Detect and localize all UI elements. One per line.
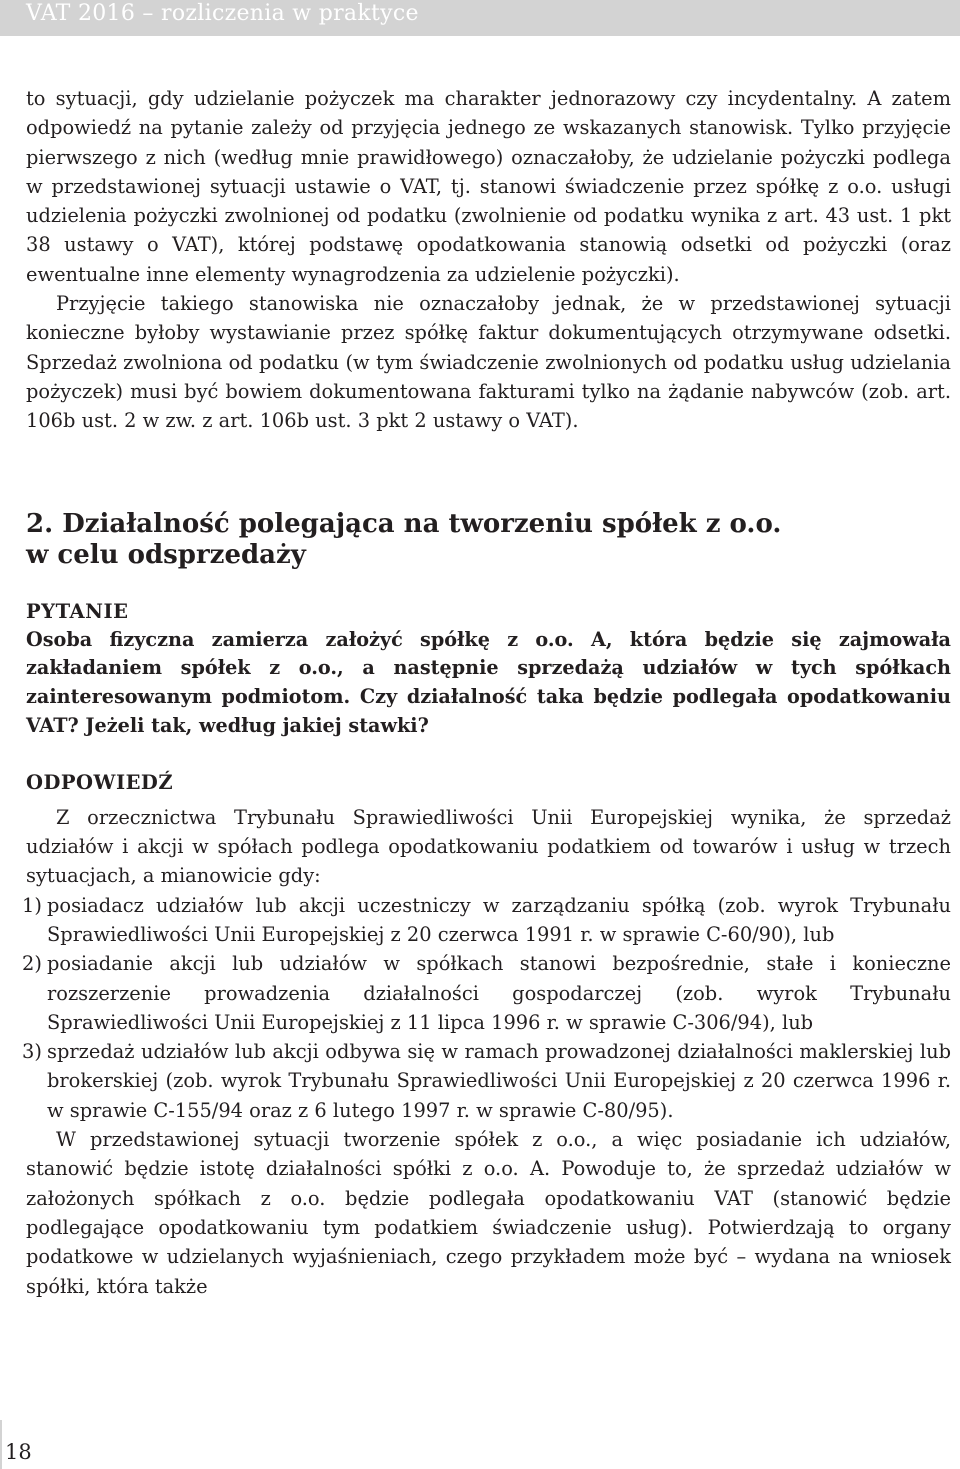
- body-paragraph: Przyjęcie takiego stanowiska nie oznaczałoby jednak, że w przedstawionej sytuacji konieczne byłoby wystawianie przez spółkę faktur dokumentujących otrzymywane odsetki. Sprzedaż zwolniona od podatku (w tym świadczenie zwolnionych od podatku usług udzielania pożyczek) musi być bowiem dokumentowana fakturami tylko na żądanie nabywców (zob. art. 106b ust. 2 w zw. z art. 106b ust. 3 pkt 2 ustawy o VAT).: [26, 292, 951, 433]
- answer-closing: W przedstawionej sytuacji tworzenie spółek z o.o., a więc posiadanie ich udziałów, stanowić będzie istotę działalności spółki z o.o. A. Powoduje to, że sprzedaż udziałów w założonych spółkach z o.o. będzie podlegała opodatkowaniu VAT (stanowić będzie podlegające opodatkowaniu tym podatkiem świadczenie usług). Potwierdzają to organy podatkowe w udzielanych wyjaśnieniach, czego przykładem może być – wydana na wniosek spółki, która także: [26, 1128, 951, 1298]
- section-heading: [26, 509, 951, 571]
- list-item-number: 1): [22, 893, 42, 917]
- page-number-bar: [0, 1420, 2, 1469]
- list-item-text: sprzedaż udziałów lub akcji odbywa się w ramach prowadzonej działalności maklerskiej lub brokerskiej (zob. wyrok Trybunału Sprawiedliwości Unii Europejskiej z 20 czerwca 1996 r. w sprawie C-155/94 oraz z 6 lutego 1997 r. w sprawie C-80/95).: [47, 1040, 951, 1122]
- running-header-title: VAT 2016 – rozliczenia w praktyce: [26, 1, 419, 26]
- section-heading-line: w celu odsprzedaży: [26, 539, 306, 570]
- list-item: [22, 949, 951, 1037]
- running-header: [0, 0, 960, 36]
- list-item: [22, 891, 951, 950]
- conditions-list: [22, 891, 951, 1125]
- list-item-number: 3): [22, 1040, 42, 1064]
- body-paragraph: to sytuacji, gdy udzielanie pożyczek ma charakter jednorazowy czy incydentalny. A zatem odpowiedź na pytanie zależy od przyjęcia jednego ze wskazanych stanowisk. Tylko przyjęcie pierwszego z nich (według mnie prawidłowego) oznaczałoby, że udzielanie pożyczki podlega w przedstawionej sytuacji ustawie o VAT, tj. stanowi świadczenie przez spółkę z o.o. usługi udzielenia pożyczki zwolnionej od podatku (zwolnienie od podatku wynika z art. 43 ust. 1 pkt 38 ustawy o VAT), której podstawę opodatkowania stanowią odsetki od pożyczki (oraz ewentualne inne elementy wynagrodzenia za udzielenie pożyczki).: [26, 87, 951, 286]
- list-item-number: 2): [22, 952, 42, 976]
- section-heading-line: 2. Działalność polegająca na tworzeniu spółek z o.o.: [26, 508, 782, 539]
- question-text: Osoba fizyczna zamierza założyć spółkę z o.o. A, która będzie się zajmowała zakładaniem spółek z o.o., a następnie sprzedażą udziałów w tych spółkach zainteresowanym podmiotom. Czy działalność taka będzie podlegała opodatkowaniu VAT? Jeżeli tak, według jakiej stawki?: [26, 627, 951, 737]
- question-label: PYTANIE: [26, 599, 129, 623]
- list-item-text: posiadacz udziałów lub akcji uczestniczy w zarządzaniu spółką (zob. wyrok Trybunału Sprawiedliwości Unii Europejskiej z 20 czerwca 1991 r. w sprawie C-60/90), lub: [47, 893, 951, 946]
- list-item: [22, 1037, 951, 1125]
- answer-intro: Z orzecznictwa Trybunału Sprawiedliwości Unii Europejskiej wynika, że sprzedaż udziałów i akcji w spółach podlega opodatkowaniu podatkiem od towarów i usług w trzech sytuacjach, a mianowicie gdy:: [26, 805, 951, 888]
- list-item-text: posiadanie akcji lub udziałów w spółkach stanowi bezpośrednie, stałe i konieczne rozszerzenie prowadzenia działalności gospodarczej (zob. wyrok Trybunału Sprawiedliwości Unii Europejskiej z 11 lipca 1996 r. w sprawie C-306/94), lub: [47, 952, 951, 1034]
- page-body: [22, 84, 951, 1301]
- page-number: 18: [5, 1440, 32, 1464]
- answer-label: ODPOWIEDŹ: [26, 770, 174, 794]
